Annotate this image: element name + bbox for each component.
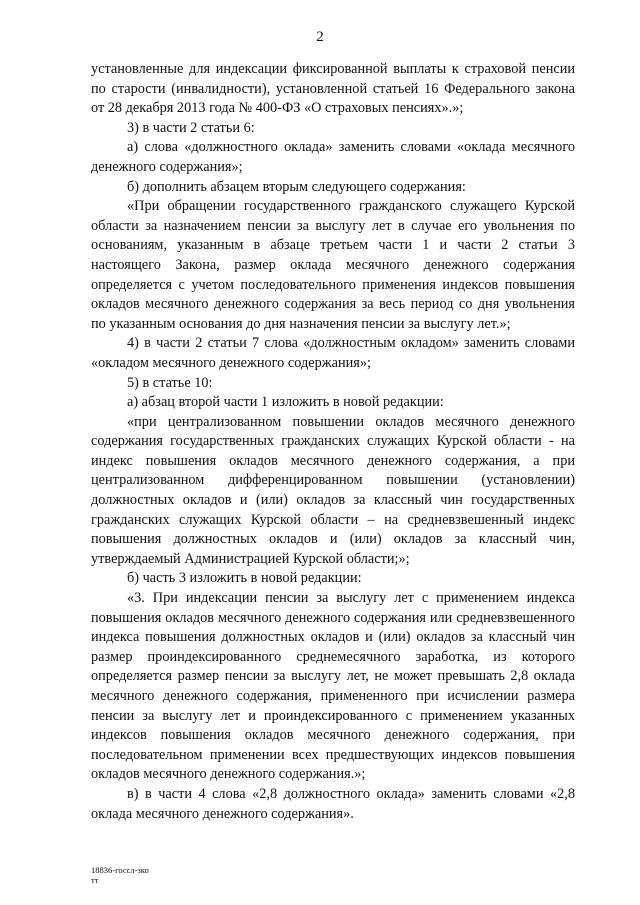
paragraph-item-3: 3) в части 2 статьи 6: bbox=[127, 119, 255, 136]
paragraph-quote-5b: «3. При индексации пенсии за выслугу лет с применением индекса повышения окладов месячного денежного содержания или средневзвешенного индекса повышения должностных окладов и (или) окладов за классный чин размер проиндексированного среднемесячного заработка, из которого определяется размер пенсии за выслугу лет, не может превышать 2,8 оклада месячного денежного содержания, примененного при исчислении размера пенсии за выслугу лет и проиндексированного с применением указанных индексов повышения окладов месячного денежного содержания, при последовательном применении всех предшествующих индексов повышения окладов месячного денежного содержания.»; bbox=[91, 590, 575, 783]
paragraph-item-3a: а) слова «должностного оклада» заменить словами «оклада месячного денежного содержания»; bbox=[91, 139, 575, 175]
paragraph-item-5a: а) абзац второй части 1 изложить в новой редакции: bbox=[127, 394, 444, 411]
footer-code: 18836-госсл-зко bbox=[91, 865, 149, 875]
paragraph-item-5: 5) в статье 10: bbox=[127, 374, 213, 391]
document-footer bbox=[91, 865, 149, 885]
paragraph-item-3b: б) дополнить абзацем вторым следующего содержания: bbox=[127, 178, 466, 195]
paragraph-quote-3b: «При обращении государственного гражданского служащего Курской области за назначением пенсии за выслугу лет в случае его увольнения по основаниям, указанным в абзаце третьем части 1 и части 2 статьи 3 настоящего Закона, размер оклада месячного денежного содержания определяется с учетом последовательного применения индексов повышения окладов месячного денежного содержания за весь период со дня увольнения по указанным основания до дня назначения пенсии за выслугу лет.»; bbox=[91, 198, 575, 332]
paragraph-item-5v: в) в части 4 слова «2,8 должностного оклада» заменить словами «2,8 оклада месячного денежного содержания». bbox=[91, 785, 575, 822]
paragraph-continuation: установленные для индексации фиксированной выплаты к страховой пенсии по старости (инвалидности), установленной статьей 16 Федерального закона от 28 декабря 2013 года № 400-ФЗ «О страховых пенсиях».»; bbox=[91, 61, 575, 117]
footer-initials: тт bbox=[91, 875, 99, 885]
page-number: 2 bbox=[316, 29, 324, 45]
document-body bbox=[91, 60, 575, 824]
paragraph-item-5b: б) часть 3 изложить в новой редакции: bbox=[127, 570, 362, 587]
paragraph-item-4: 4) в части 2 статьи 7 слова «должностным окладом» заменить словами «окладом месячного денежного содержания»; bbox=[91, 335, 575, 371]
paragraph-quote-5a: «при централизованном повышении окладов месячного денежного содержания государственных гражданских служащих Курской области - на индекс повышения окладов месячного денежного содержания, а при централизованном дифференцированном повышении (установлении) должностных окладов и (или) окладов за классный чин государственных гражданских служащих Курской области – на средневзвешенный индекс повышения должностных окладов и (или) окладов за классный чин, утверждаемый Администрацией Курской области;»; bbox=[91, 413, 575, 567]
